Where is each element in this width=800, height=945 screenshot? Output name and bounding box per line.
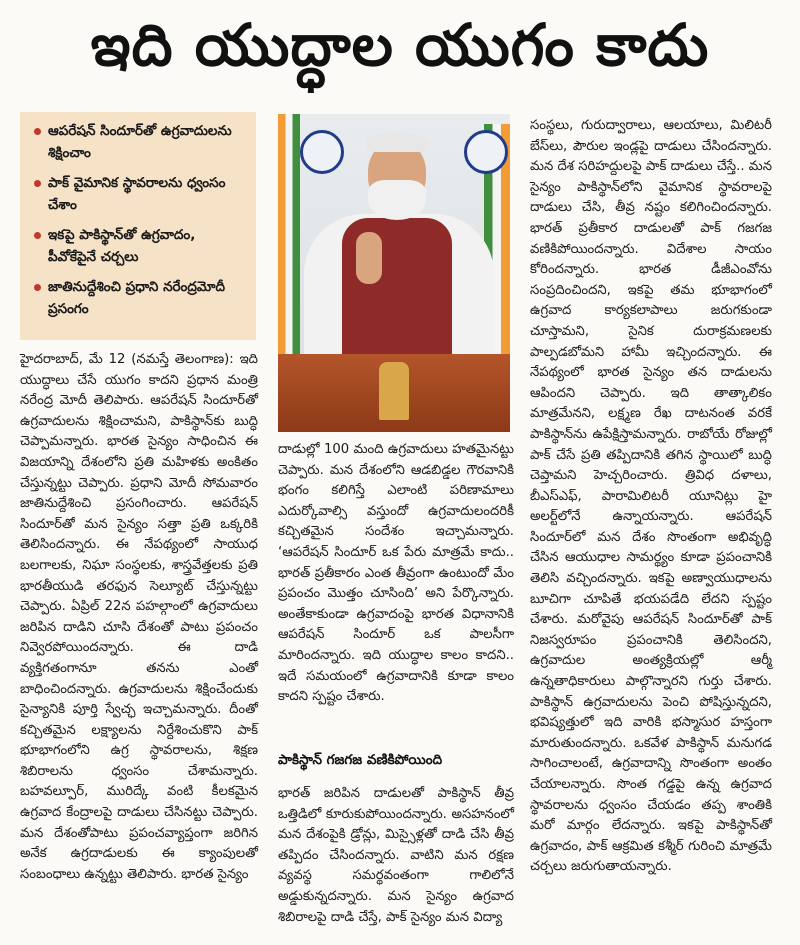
highlight-item: జాతినుద్దేశించి ప్రధాని నరేంద్రమోదీ ప్రసంగం bbox=[34, 276, 248, 320]
bullet-dot-icon bbox=[34, 180, 41, 187]
subheading: పాకిస్థాన్ గజగజ వణికిపోయింది bbox=[278, 752, 443, 768]
article-text: దాడుల్లో 100 మంది ఉగ్రవాదులు హతమైనట్టు చెప్పారు. మన దేశంలోని ఆడబిడ్డల గౌరవానికి భంగం కలిగిస్తే ఎలాంటి పరిణామాలు ఎదుర్కోవాల్సి వస్తుందో ఉగ్రవాదులందరికీ కచ్చితమైన సందేశం ఇచ్చామన్నారు. ‘ఆపరేషన్ సిందూర్ ఒక పేరు మాత్రమే కాదు.. భారత్ ప్రతీకారం ఎంత తీవ్రంగా ఉంటుందో మేం ప్రపంచం మొత్తం చూసింది’ అని పేర్కొన్నారు. అంతేకాకుండా ఉగ్రవాదంపై భారత విధానానికి ఆపరేషన్ సిందూర్ ఒక పాలసీగా మారిందన్నారు. ఇది యుద్ధాల కాలం కాదని.. ఇదే సమయంలో ఉగ్రవాదానికి కూడా కాలం కాదని స్పష్టం చేశారు. bbox=[278, 442, 514, 705]
photo-hand bbox=[356, 232, 382, 284]
highlight-item: ఇకపై పాకిస్థాన్‌తో ఉగ్రవాదం, పీవోకేపైనే చర్చలు bbox=[34, 224, 248, 268]
headline: ఇది యుద్ధాల యుగం కాదు bbox=[90, 10, 710, 79]
article-column-2-lower bbox=[278, 784, 514, 928]
photo-hair bbox=[366, 132, 428, 152]
article-text: భారత్ జరిపిన దాడులతో పాకిస్థాన్ తీవ్ర ఒత్తిడిలో కూరుకుపోయిందన్నారు. అసహనంలో మన దేశంపైకి డ్రోన్లు, మిస్సైళ్లతో దాడి చేసి తీవ్ర తప్పిదం చేసిందన్నారు. వాటిని మన రక్షణ వ్యవస్థ సమర్థవంతంగా గాలిలోనే అడ్డుకున్నదన్నారు. మన సైన్యం ఉగ్రవాద శిబిరాలపై దాడి చేస్తే, పాక్ సైన్యం మన విద్యా bbox=[278, 786, 514, 925]
bullet-dot-icon bbox=[34, 284, 41, 291]
article-column-3 bbox=[530, 116, 772, 878]
bullet-dot-icon bbox=[34, 128, 41, 135]
bullet-dot-icon bbox=[34, 232, 41, 239]
chakra-icon bbox=[464, 130, 508, 174]
national-emblem-icon bbox=[379, 362, 409, 420]
speaker-photo bbox=[278, 114, 510, 432]
highlight-item: పాక్ వైమానిక స్థావరాలను ధ్వంసం చేశాం bbox=[34, 172, 248, 216]
photo-beard bbox=[368, 180, 426, 220]
article-text: సంస్థలు, గురుద్వారాలు, ఆలయాలు, మిలిటరీ బేస్‌లు, పౌరుల ఇండ్లపై దాడులు చేసిందన్నారు. మన దేశ సరిహద్దులపై పాక్ దాడులు చేస్తే.. మన సైన్యం పాకిస్థాన్‌లోని వైమానిక స్థావరాలపై దాడులు చేసి, తీవ్ర నష్టం కలిగించిందన్నారు. భారత్ ప్రతీకార దాడులతో పాక్ గజగజ వణికిపోయిందన్నారు. విదేశాల సాయం కోరిందన్నారు. భారత డీజీఎంవోను సంప్రదించిందని, ఇకపై తమ భూభాగంలో ఉగ్రవాద కార్యకలాపాలు జరుగకుండా చూస్తామని, సైనిక దురాక్రమణలకు పాల్పడబోమని హామీ ఇచ్చిందన్నారు. ఈ నేపథ్యంలో భారత సైన్యం తన దాడులను ఆపిందని చెప్పారు. ఇది తాత్కాలికం మాత్రమేనని, లక్ష్మణ రేఖ దాటనంత వరకే పాకిస్థాన్‌ను ఉపేక్షిస్తామన్నారు. రాబోయే రోజుల్లో పాక్ చేసే ప్రతి తప్పిదానికి తగిన స్థాయిలో బుద్ధి చెప్తామని హెచ్చరించారు. త్రివిధ దళాలు, బీఎస్ఎఫ్, పారామిలిటరీ యూనిట్లు హై అలర్ట్‌లోనే ఉన్నాయన్నారు. ఆపరేషన్ సిందూర్‌లో మన దేశం సొంతంగా అభివృద్ధి చేసిన ఆయుధాల సామర్థ్యం కూడా ప్రపంచానికి తెలిసి వచ్చిందన్నారు. ఇకపై అణ్వాయుధాలను బూచిగా చూపితే భయపడేది లేదని స్పష్టం చేశారు. మరోవైపు ఆపరేషన్ సిందూర్‌తో పాక్ నిజస్వరూపం ప్రపంచానికి తెలిసిందని, ఉగ్రవాదుల అంత్యక్రియల్లో ఆర్మీ ఉన్నతాధికారులు పాల్గొన్నారని గుర్తు చేశారు. పాకిస్థాన్ ఉగ్రవాదులను పెంచి పోషిస్తున్నదని, భవిష్యత్తులో ఇది వారికి భస్మాసుర హస్తంగా మారుతుందన్నారు. ఒకవేళ పాకిస్థాన్ మనుగడ సాగించాలంటే, ఉగ్రవాదాన్ని సొంతంగా అంతం చేయాలన్నారు. సొంత గడ్డపై ఉన్న ఉగ్రవాద స్థావరాలను ధ్వంసం చేయడం తప్ప శాంతికి మరో మార్గం లేదన్నారు. ఇకపై పాకిస్థాన్‌తో ఉగ్రవాదం, పాక్ ఆక్రమిత కశ్మీర్ గురించి మాత్రమే చర్చలు జరుగుతాయన్నారు. bbox=[530, 118, 772, 875]
highlights-list bbox=[34, 120, 248, 320]
article-text: హైదరాబాద్, మే 12 (నమస్తే తెలంగాణ): ఇది యుద్ధాలు చేసే యుగం కాదని ప్రధాన మంత్రి నరేంద్ర మోదీ తెలిపారు. ఆపరేషన్ సిందూర్‌తో ఉగ్రవాదులను శిక్షించామని, పాకిస్థాన్‌కు బుద్ధి చెప్పామన్నారు. భారత సైన్యం సాధించిన ఈ విజయాన్ని దేశంలోని ప్రతి మహిళకు అంకితం చేస్తున్నట్టు చెప్పారు. ప్రధాని మోదీ సోమవారం జాతినుద్దేశించి ప్రసంగించారు. ఆపరేషన్ సిందూర్‌తో మన సైన్యం సత్తా ప్రతి ఒక్కరికి తెలిసిందన్నారు. ఈ నేపథ్యంలో సాయుధ బలగాలకు, నిఘా సంస్థలకు, శాస్త్రవేత్తలకు ప్రతి భారతీయుడి తరఫున సెల్యూట్ చేస్తున్నట్టు చెప్పారు. ఏప్రిల్ 22న పహల్గాంలో ఉగ్రవాదులు జరిపిన దాడిని చూసి దేశంతో పాటు ప్రపంచం నివ్వెరపోయిందన్నారు. ఈ దాడి వ్యక్తిగతంగానూ తనను ఎంతో బాధించిందన్నారు. ఉగ్రవాదులను శిక్షించేందుకు సైన్యానికి పూర్తి స్వేచ్ఛ ఇచ్చామన్నారు. దీంతో కచ్చితమైన లక్ష్యాలను నిర్దేశించుకొని పాక్ భూభాగంలోని ఉగ్ర స్థావరాలను, శిక్షణ శిబిరాలను ధ్వంసం చేశామన్నారు. బహవల్పూర్, మురిద్కే వంటి కీలకమైన ఉగ్రవాద కేంద్రాలపై దాడులు చేసినట్టు చెప్పారు. మన దేశంతోపాటు ప్రపంచవ్యాప్తంగా జరిగిన అనేక ఉగ్రదాడులకు ఈ క్యాంపులతో సంబంధాలు ఉన్నట్టు తెలిపారు. భారత సైన్యం bbox=[20, 352, 258, 882]
highlights-box bbox=[20, 112, 256, 340]
article-column-2 bbox=[278, 440, 514, 708]
highlight-item: ఆపరేషన్ సిందూర్‌తో ఉగ్రవాదులను శిక్షించాం bbox=[34, 120, 248, 164]
chakra-icon bbox=[300, 130, 344, 174]
flag-left bbox=[278, 114, 300, 374]
article-column-1 bbox=[20, 350, 258, 885]
